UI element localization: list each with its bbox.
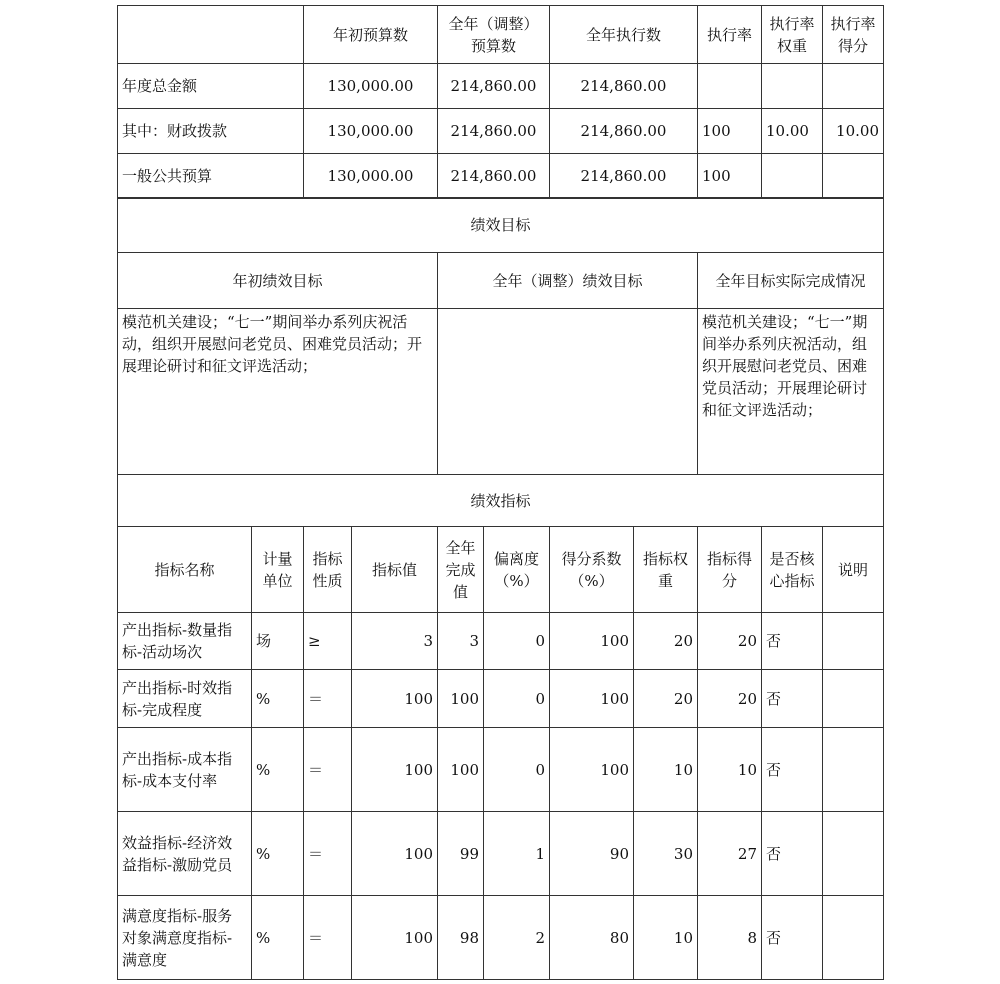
budget-header-rate: 执行率 bbox=[698, 6, 762, 64]
goals-header-adjusted: 全年（调整）绩效目标 bbox=[438, 253, 698, 309]
table-row bbox=[118, 670, 884, 728]
budget-cell-executed: 214,860.00 bbox=[550, 109, 698, 154]
budget-header-rate-score: 执行率得分 bbox=[823, 6, 884, 64]
ind-cell-nature: ＝ bbox=[304, 812, 352, 896]
ind-cell-unit: % bbox=[252, 896, 304, 980]
ind-cell-unit: % bbox=[252, 670, 304, 728]
ind-cell-score: 27 bbox=[698, 812, 762, 896]
ind-cell-target: 100 bbox=[352, 670, 438, 728]
budget-header-rate-weight: 执行率权重 bbox=[762, 6, 823, 64]
indicators-header-row bbox=[118, 527, 884, 613]
ind-cell-nature: ＝ bbox=[304, 670, 352, 728]
ind-cell-core: 否 bbox=[762, 613, 823, 670]
ind-cell-unit: 场 bbox=[252, 613, 304, 670]
budget-cell-executed: 214,860.00 bbox=[550, 64, 698, 109]
budget-cell-rate-score: 10.00 bbox=[823, 109, 884, 154]
ind-cell-coefficient: 100 bbox=[550, 613, 634, 670]
table-row bbox=[118, 896, 884, 980]
budget-cell-initial: 130,000.00 bbox=[304, 154, 438, 199]
goals-table bbox=[117, 197, 884, 475]
ind-header-target: 指标值 bbox=[352, 527, 438, 613]
ind-header-score: 指标得分 bbox=[698, 527, 762, 613]
budget-row-label: 年度总金额 bbox=[118, 64, 304, 109]
ind-cell-deviation: 2 bbox=[484, 896, 550, 980]
ind-cell-name: 产出指标-数量指标-活动场次 bbox=[118, 613, 252, 670]
ind-cell-core: 否 bbox=[762, 812, 823, 896]
goals-initial-text: 模范机关建设；“七一”期间举办系列庆祝活动，组织开展慰问老党员、困难党员活动；开展理论研讨和征文评选活动； bbox=[118, 309, 438, 475]
budget-cell-rate-score bbox=[823, 154, 884, 199]
budget-header-initial: 年初预算数 bbox=[304, 6, 438, 64]
ind-cell-unit: % bbox=[252, 812, 304, 896]
ind-cell-weight: 30 bbox=[634, 812, 698, 896]
ind-cell-nature: ＝ bbox=[304, 896, 352, 980]
ind-header-note: 说明 bbox=[823, 527, 884, 613]
ind-cell-note bbox=[823, 613, 884, 670]
goals-header-initial: 年初绩效目标 bbox=[118, 253, 438, 309]
budget-row-fiscal bbox=[118, 109, 884, 154]
budget-cell-rate bbox=[698, 64, 762, 109]
ind-cell-score: 20 bbox=[698, 613, 762, 670]
ind-cell-actual: 99 bbox=[438, 812, 484, 896]
indicators-table bbox=[117, 474, 884, 980]
ind-header-name: 指标名称 bbox=[118, 527, 252, 613]
table-row bbox=[118, 613, 884, 670]
ind-cell-core: 否 bbox=[762, 896, 823, 980]
budget-cell-initial: 130,000.00 bbox=[304, 109, 438, 154]
budget-row-label: 一般公共预算 bbox=[118, 154, 304, 199]
budget-cell-initial: 130,000.00 bbox=[304, 64, 438, 109]
ind-cell-note bbox=[823, 896, 884, 980]
ind-cell-note bbox=[823, 812, 884, 896]
ind-cell-coefficient: 100 bbox=[550, 670, 634, 728]
budget-cell-rate-weight bbox=[762, 154, 823, 199]
ind-cell-nature: ≥ bbox=[304, 613, 352, 670]
goals-section-title: 绩效目标 bbox=[118, 198, 884, 253]
budget-row-label: 其中：财政拨款 bbox=[118, 109, 304, 154]
ind-cell-actual: 98 bbox=[438, 896, 484, 980]
ind-cell-weight: 20 bbox=[634, 670, 698, 728]
budget-header-row bbox=[118, 6, 884, 64]
ind-cell-deviation: 0 bbox=[484, 728, 550, 812]
ind-cell-name: 满意度指标-服务对象满意度指标-满意度 bbox=[118, 896, 252, 980]
ind-cell-weight: 10 bbox=[634, 728, 698, 812]
goals-section-row bbox=[118, 198, 884, 253]
ind-cell-weight: 20 bbox=[634, 613, 698, 670]
budget-cell-rate-weight bbox=[762, 64, 823, 109]
ind-cell-coefficient: 80 bbox=[550, 896, 634, 980]
ind-cell-deviation: 0 bbox=[484, 670, 550, 728]
ind-cell-target: 100 bbox=[352, 728, 438, 812]
ind-cell-score: 8 bbox=[698, 896, 762, 980]
budget-header-adjusted: 全年（调整）预算数 bbox=[438, 6, 550, 64]
goals-adjusted-text bbox=[438, 309, 698, 475]
ind-cell-target: 3 bbox=[352, 613, 438, 670]
budget-table bbox=[117, 5, 884, 199]
ind-cell-deviation: 1 bbox=[484, 812, 550, 896]
table-row bbox=[118, 812, 884, 896]
indicators-section-title: 绩效指标 bbox=[118, 475, 884, 527]
ind-cell-core: 否 bbox=[762, 670, 823, 728]
ind-header-nature: 指标性质 bbox=[304, 527, 352, 613]
table-row bbox=[118, 728, 884, 812]
budget-row-general bbox=[118, 154, 884, 199]
ind-cell-actual: 100 bbox=[438, 728, 484, 812]
ind-cell-score: 10 bbox=[698, 728, 762, 812]
ind-header-coefficient: 得分系数（%） bbox=[550, 527, 634, 613]
ind-cell-target: 100 bbox=[352, 896, 438, 980]
budget-header-blank bbox=[118, 6, 304, 64]
ind-header-weight: 指标权重 bbox=[634, 527, 698, 613]
ind-cell-nature: ＝ bbox=[304, 728, 352, 812]
budget-cell-rate-weight: 10.00 bbox=[762, 109, 823, 154]
goals-header-actual: 全年目标实际完成情况 bbox=[698, 253, 884, 309]
ind-header-unit: 计量单位 bbox=[252, 527, 304, 613]
ind-cell-name: 效益指标-经济效益指标-激励党员 bbox=[118, 812, 252, 896]
ind-cell-note bbox=[823, 670, 884, 728]
ind-cell-actual: 3 bbox=[438, 613, 484, 670]
indicators-section-row bbox=[118, 475, 884, 527]
ind-cell-score: 20 bbox=[698, 670, 762, 728]
budget-cell-rate: 100 bbox=[698, 109, 762, 154]
ind-cell-name: 产出指标-成本指标-成本支付率 bbox=[118, 728, 252, 812]
budget-header-executed: 全年执行数 bbox=[550, 6, 698, 64]
ind-cell-weight: 10 bbox=[634, 896, 698, 980]
ind-cell-name: 产出指标-时效指标-完成程度 bbox=[118, 670, 252, 728]
goals-actual-text: 模范机关建设；“七一”期间举办系列庆祝活动，组织开展慰问老党员、困难党员活动；开展理论研讨和征文评选活动； bbox=[698, 309, 884, 475]
ind-cell-note bbox=[823, 728, 884, 812]
ind-cell-actual: 100 bbox=[438, 670, 484, 728]
ind-header-core: 是否核心指标 bbox=[762, 527, 823, 613]
budget-cell-adjusted: 214,860.00 bbox=[438, 109, 550, 154]
ind-cell-coefficient: 100 bbox=[550, 728, 634, 812]
budget-cell-executed: 214,860.00 bbox=[550, 154, 698, 199]
ind-header-actual: 全年完成值 bbox=[438, 527, 484, 613]
ind-cell-coefficient: 90 bbox=[550, 812, 634, 896]
budget-cell-adjusted: 214,860.00 bbox=[438, 154, 550, 199]
budget-row-total bbox=[118, 64, 884, 109]
budget-cell-adjusted: 214,860.00 bbox=[438, 64, 550, 109]
ind-cell-core: 否 bbox=[762, 728, 823, 812]
goals-content-row bbox=[118, 309, 884, 475]
ind-cell-target: 100 bbox=[352, 812, 438, 896]
ind-cell-unit: % bbox=[252, 728, 304, 812]
budget-cell-rate-score bbox=[823, 64, 884, 109]
ind-cell-deviation: 0 bbox=[484, 613, 550, 670]
budget-cell-rate: 100 bbox=[698, 154, 762, 199]
ind-header-deviation: 偏离度（%） bbox=[484, 527, 550, 613]
goals-header-row bbox=[118, 253, 884, 309]
